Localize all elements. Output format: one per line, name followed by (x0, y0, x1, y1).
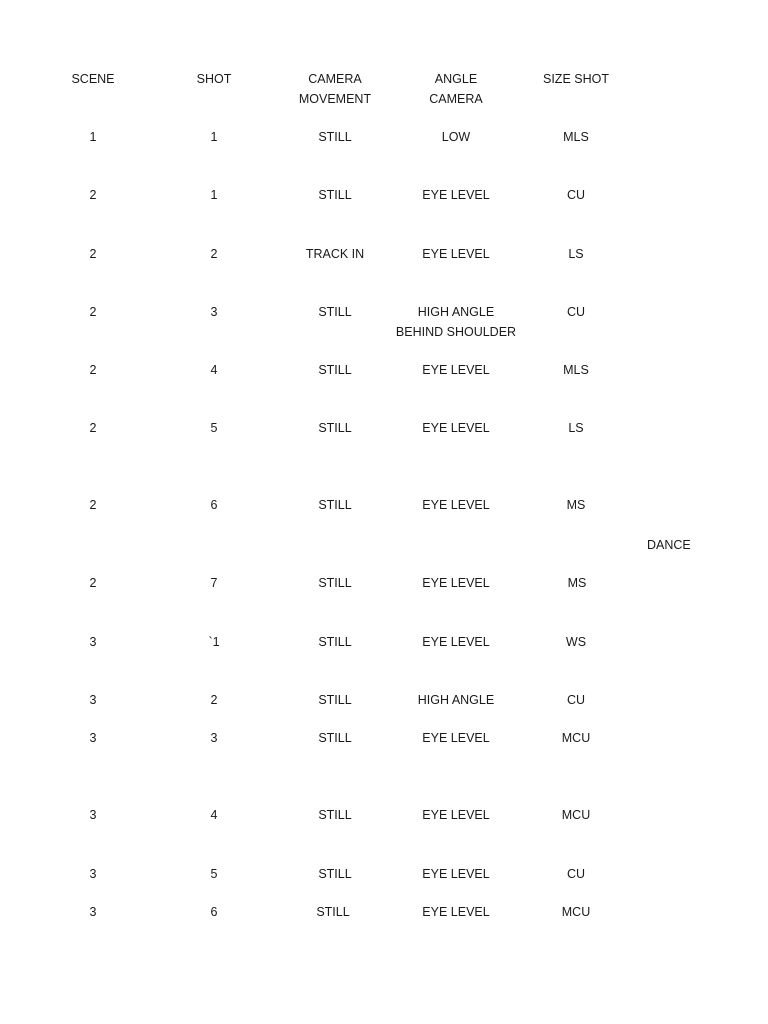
row-5-movement: STILL (318, 363, 352, 377)
row-10-angle: HIGH ANGLE (417, 693, 495, 707)
row-5-angle: EYE LEVEL (422, 363, 490, 377)
row-6-angle: EYE LEVEL (422, 421, 490, 435)
row-10-scene: 3 (89, 693, 97, 707)
row-13-size: CU (566, 867, 586, 881)
row-14-size: MCU (561, 905, 591, 919)
row-7-shot: 6 (210, 498, 218, 512)
row-11-size: MCU (561, 731, 591, 745)
row-4-shot: 3 (210, 305, 218, 319)
row-1-movement: STILL (318, 130, 352, 144)
header-shot: SHOT (196, 72, 232, 86)
row-12-shot: 4 (210, 808, 218, 822)
row-2-angle: EYE LEVEL (422, 188, 490, 202)
row-4-scene: 2 (89, 305, 97, 319)
row-3-scene: 2 (89, 247, 97, 261)
row-8-movement: STILL (318, 576, 352, 590)
row-2-scene: 2 (89, 188, 97, 202)
row-8-angle: EYE LEVEL (422, 576, 490, 590)
overflow-text: DANCE (647, 538, 691, 552)
row-13-angle: EYE LEVEL (422, 867, 490, 881)
row-13-scene: 3 (89, 867, 97, 881)
row-5-scene: 2 (89, 363, 97, 377)
row-1-scene: 1 (89, 130, 97, 144)
row-1-shot: 1 (210, 130, 218, 144)
clipped-cell (640, 535, 691, 555)
row-7-scene: 2 (89, 498, 97, 512)
row-7-movement: STILL (318, 498, 352, 512)
row-4-size: CU (566, 305, 586, 319)
row-9-size: WS (565, 635, 587, 649)
row-4-angle: HIGH ANGLE BEHIND SHOULDER (395, 305, 517, 339)
row-1-angle: LOW (441, 130, 471, 144)
header-angle-camera: ANGLE CAMERA (429, 72, 483, 106)
row-3-angle: EYE LEVEL (422, 247, 490, 261)
row-11-scene: 3 (89, 731, 97, 745)
row-9-shot: `1 (208, 635, 220, 649)
row-3-shot: 2 (210, 247, 218, 261)
row-4-movement: STILL (318, 305, 352, 319)
row-5-shot: 4 (210, 363, 218, 377)
row-8-shot: 7 (210, 576, 218, 590)
row-11-shot: 3 (210, 731, 218, 745)
row-10-size: CU (566, 693, 586, 707)
row-9-movement: STILL (318, 635, 352, 649)
row-12-size: MCU (561, 808, 591, 822)
header-scene: SCENE (71, 72, 115, 86)
row-5-size: MLS (563, 363, 589, 377)
row-14-movement: STILL (316, 905, 350, 919)
row-14-scene: 3 (89, 905, 97, 919)
row-3-movement: TRACK IN (305, 247, 365, 261)
row-8-scene: 2 (89, 576, 97, 590)
row-6-size: LS (568, 421, 584, 435)
row-12-movement: STILL (318, 808, 352, 822)
row-11-angle: EYE LEVEL (422, 731, 490, 745)
row-6-shot: 5 (210, 421, 218, 435)
row-9-angle: EYE LEVEL (422, 635, 490, 649)
row-12-angle: EYE LEVEL (422, 808, 490, 822)
row-2-shot: 1 (210, 188, 218, 202)
row-6-scene: 2 (89, 421, 97, 435)
row-1-size: MLS (563, 130, 589, 144)
row-2-movement: STILL (318, 188, 352, 202)
row-9-scene: 3 (89, 635, 97, 649)
row-13-shot: 5 (210, 867, 218, 881)
row-14-shot: 6 (210, 905, 218, 919)
row-7-angle: EYE LEVEL (422, 498, 490, 512)
row-13-movement: STILL (318, 867, 352, 881)
row-10-movement: STILL (318, 693, 352, 707)
header-size-shot: SIZE SHOT (543, 72, 609, 86)
row-10-shot: 2 (210, 693, 218, 707)
row-12-scene: 3 (89, 808, 97, 822)
row-8-size: MS (567, 576, 587, 590)
row-6-movement: STILL (318, 421, 352, 435)
row-11-movement: STILL (318, 731, 352, 745)
row-2-size: CU (566, 188, 586, 202)
header-camera-movement: CAMERA MOVEMENT (298, 72, 372, 106)
row-7-size: MS (566, 498, 586, 512)
row-3-size: LS (568, 247, 584, 261)
row-14-angle: EYE LEVEL (422, 905, 490, 919)
